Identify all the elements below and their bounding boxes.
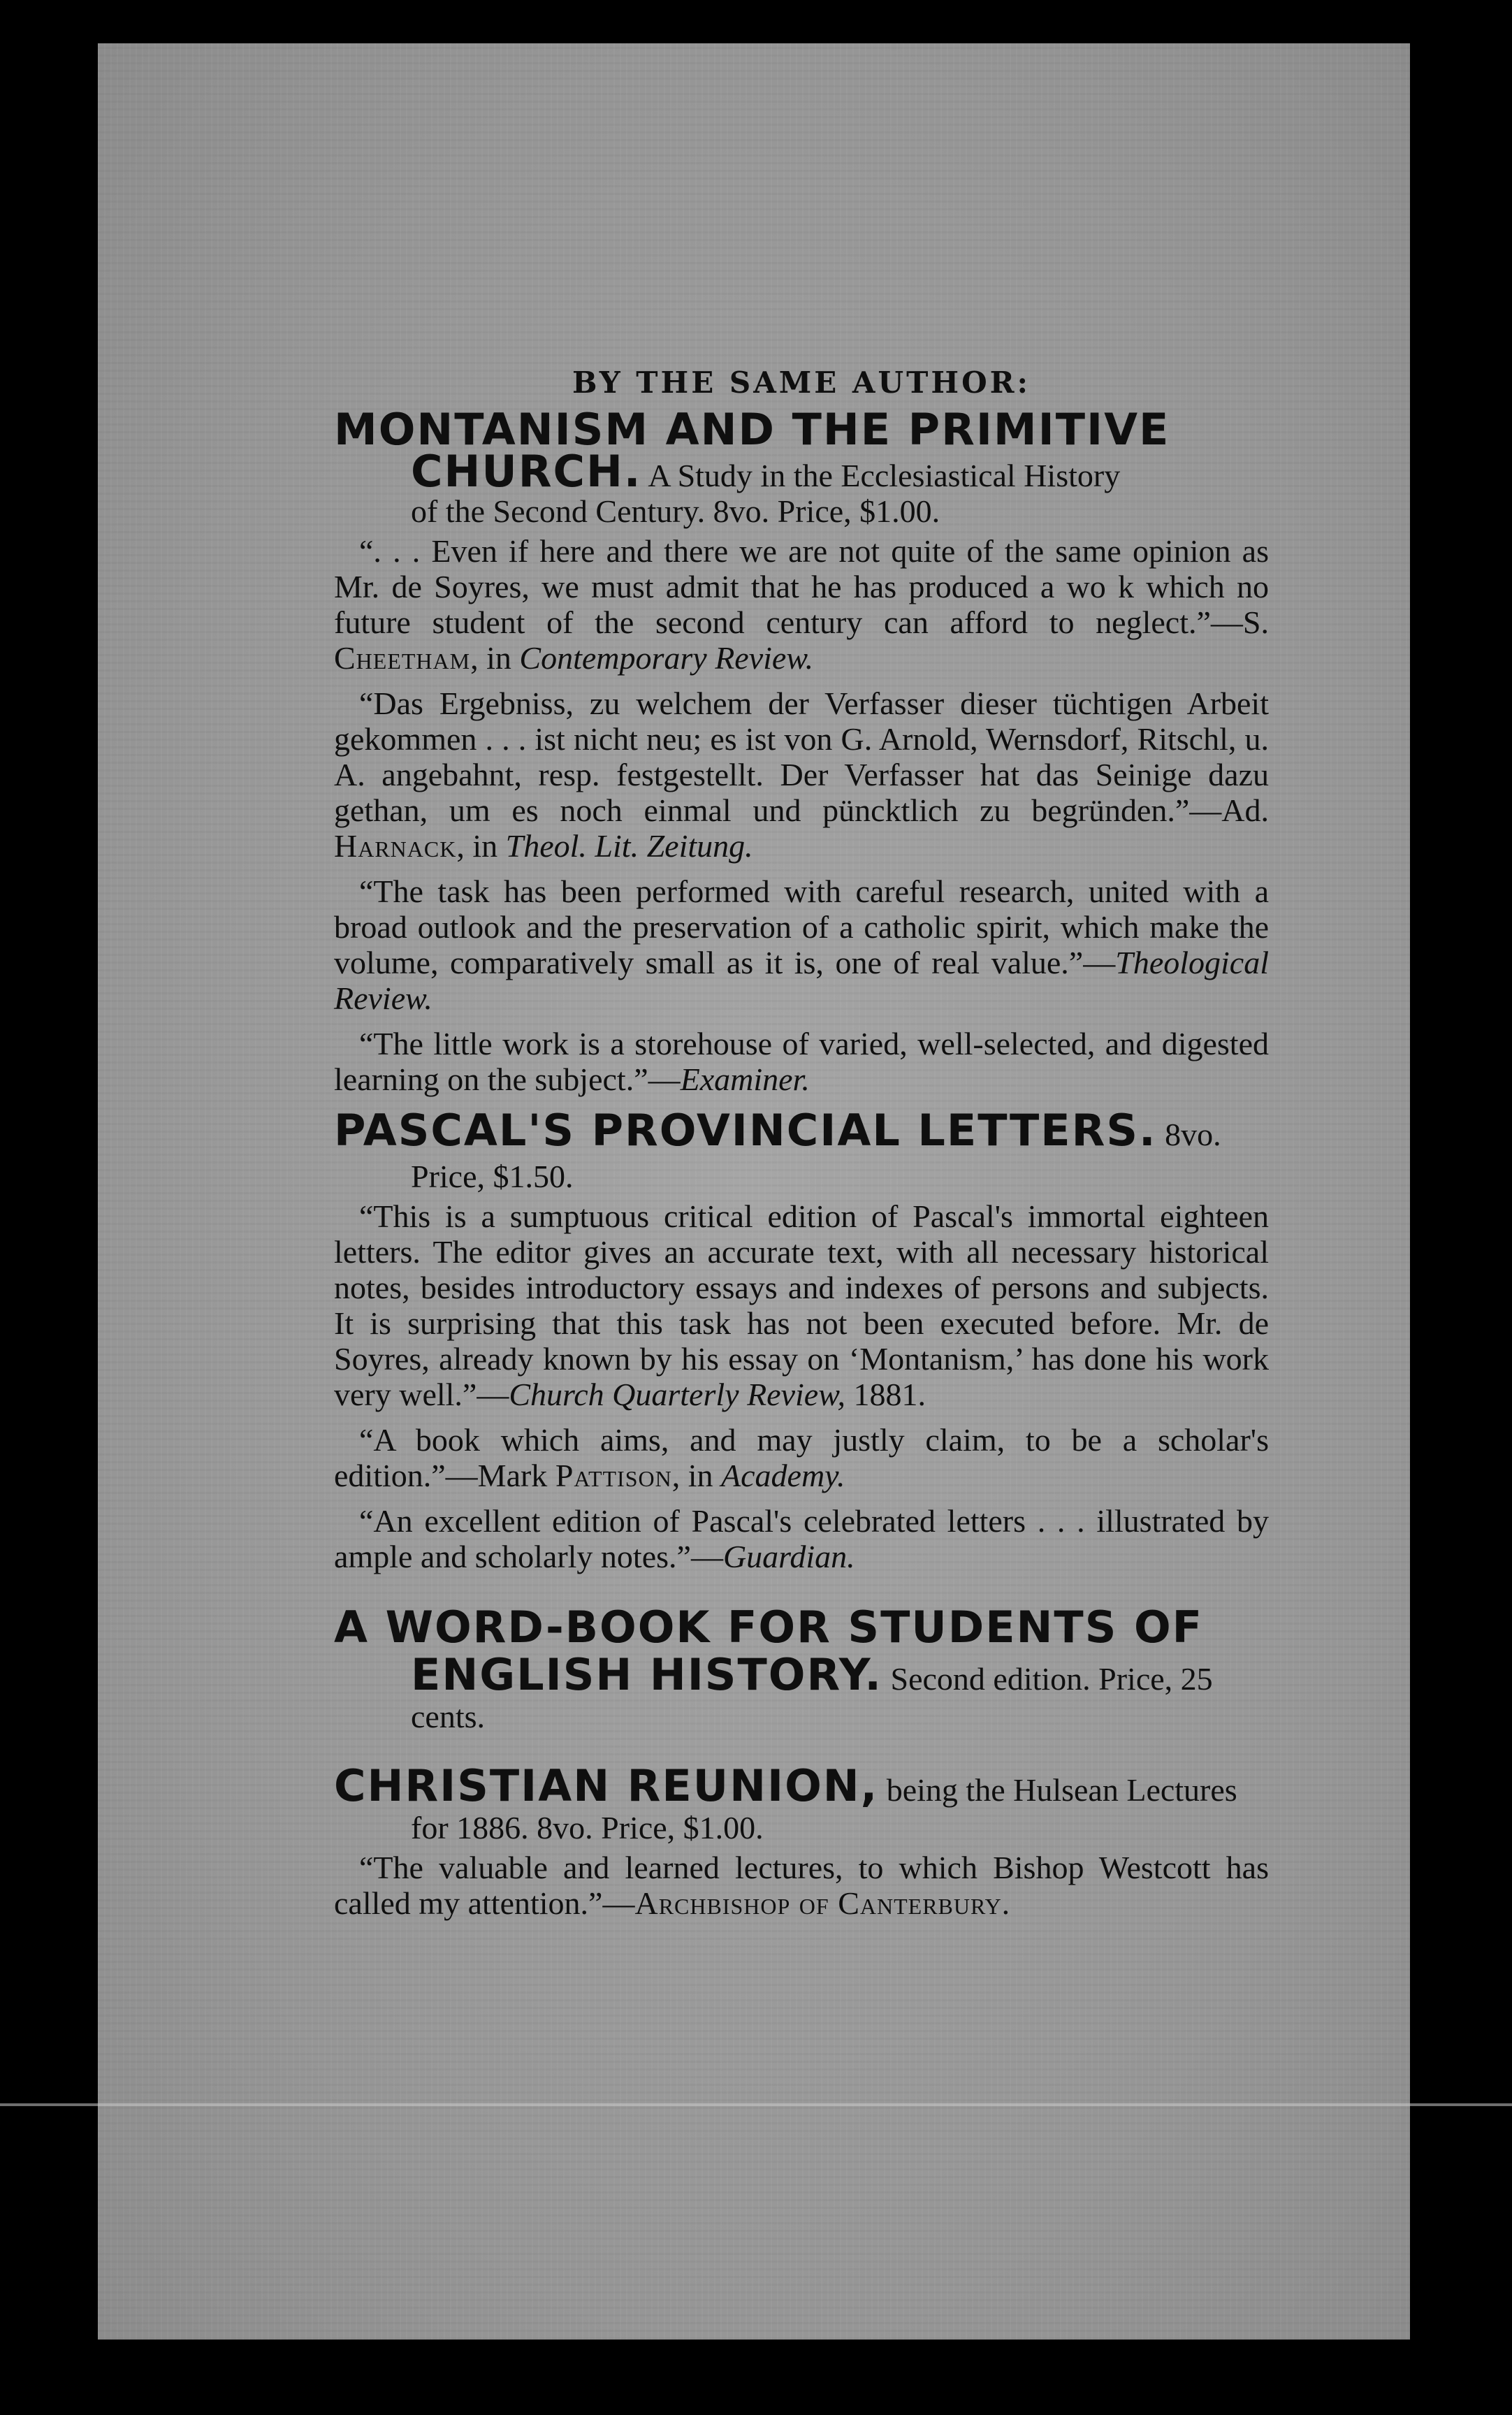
- quote-source: Academy.: [721, 1458, 845, 1493]
- review-quote: [334, 686, 1269, 864]
- quote-source: Church Quarterly Review,: [509, 1377, 845, 1412]
- quote-author: Cheetham: [334, 640, 471, 676]
- quote-author: Pattison: [555, 1458, 672, 1493]
- review-quote: [334, 1198, 1269, 1412]
- quote-author: Archbishop of Canterbury.: [634, 1885, 1011, 1921]
- book-description: Second edition. Price, 25 cents.: [411, 1661, 1213, 1734]
- book-title-montanism: MONTANISM AND THE PRIMITIVE: [334, 404, 1170, 455]
- book-entry-word-book: [334, 1604, 1269, 1734]
- quote-source: Contemporary Review.: [519, 640, 814, 676]
- book-entry-christian-reunion: [334, 1762, 1269, 1921]
- section-header: BY THE SAME AUTHOR:: [572, 365, 1031, 400]
- quote-author: Harnack: [334, 828, 457, 864]
- quote-text: “The little work is a storehouse of varied, well-selected, and digested learning on the subject.”—: [334, 1026, 1269, 1097]
- quote-year: 1881.: [845, 1377, 926, 1412]
- book-format: 8vo.: [1156, 1117, 1221, 1152]
- quote-connector: , in: [671, 1458, 722, 1493]
- review-quote: [334, 533, 1269, 676]
- book-price-line: for 1886. 8vo. Price, $1.00.: [411, 1810, 764, 1845]
- book-entry-montanism: [334, 406, 1269, 1097]
- quote-text: “Das Ergebniss, zu welchem der Verfasser dieser tüchtigen Arbeit gekommen . . . ist nicht neu; es ist von G. Arnold, Wernsdorf, Ritschl, u. A. angebahnt, resp. festgestellt. Der Verfasser hat das Seinige dazu gethan, um es noch einmal und püncktlich zu begründen.”—Ad.: [334, 686, 1269, 828]
- quote-text: “. . . Even if here and there we are not quite of the same opinion as Mr. de Soyres, we must admit that he has produced a wo k which no future student of the second century can afford to neglect.”—S.: [334, 533, 1269, 640]
- review-quote: [334, 1026, 1269, 1097]
- quote-connector: , in: [456, 828, 506, 864]
- quote-text: “The task has been performed with careful research, united with a broad outlook and the preservation of a catholic spirit, which make the volume, comparatively small as it is, one of real value.”—: [334, 873, 1269, 980]
- book-description: A Study in the Ecclesiastical History: [641, 458, 1121, 493]
- review-quote: [334, 1503, 1269, 1574]
- book-description: being the Hulsean Lectures: [878, 1772, 1237, 1808]
- scan-artifact-line: [0, 2103, 1512, 2106]
- quote-text: “An excellent edition of Pascal's celebrated letters . . . illustrated by ample and scholarly notes.”—: [334, 1503, 1269, 1574]
- quote-source: Examiner.: [680, 1061, 810, 1097]
- quote-source: Guardian.: [722, 1539, 855, 1574]
- review-quote: [334, 1422, 1269, 1493]
- book-entry-pascal: [334, 1107, 1269, 1574]
- quote-text: “A book which aims, and may justly claim, to be a scholar's edition.”—Mark: [334, 1422, 1269, 1493]
- quote-connector: , in: [470, 640, 520, 676]
- book-price-line: of the Second Century. 8vo. Price, $1.00.: [411, 493, 940, 529]
- review-quote: [334, 1850, 1269, 1921]
- book-title-pascal: PASCAL'S PROVINCIAL LETTERS.: [334, 1105, 1157, 1156]
- book-title-continued: CHURCH.: [411, 446, 642, 497]
- book-price-line: Price, $1.50.: [411, 1159, 574, 1194]
- book-title-christian-reunion: CHRISTIAN REUNION,: [334, 1760, 879, 1811]
- quote-source: Theological Review.: [334, 945, 1269, 1016]
- quote-text: “This is a sumptuous critical edition of Pascal's immortal eighteen letters. The editor gives an accurate text, with all necessary historical notes, besides introductory essays and indexes of persons and subjects. It is surprising that this task has not been executed before. Mr. de Soyres, already known by his essay on ‘Montanism,’ has done his work very well.”—: [334, 1198, 1269, 1412]
- book-title-word-book: A WORD-BOOK FOR STUDENTS OF ENGLISH HISTORY.: [334, 1602, 1204, 1700]
- quote-text: “The valuable and learned lectures, to which Bishop Westcott has called my attention.”—: [334, 1850, 1269, 1921]
- quote-source: Theol. Lit. Zeitung.: [505, 828, 753, 864]
- review-quote: [334, 873, 1269, 1016]
- advertisement-content: [334, 365, 1269, 1931]
